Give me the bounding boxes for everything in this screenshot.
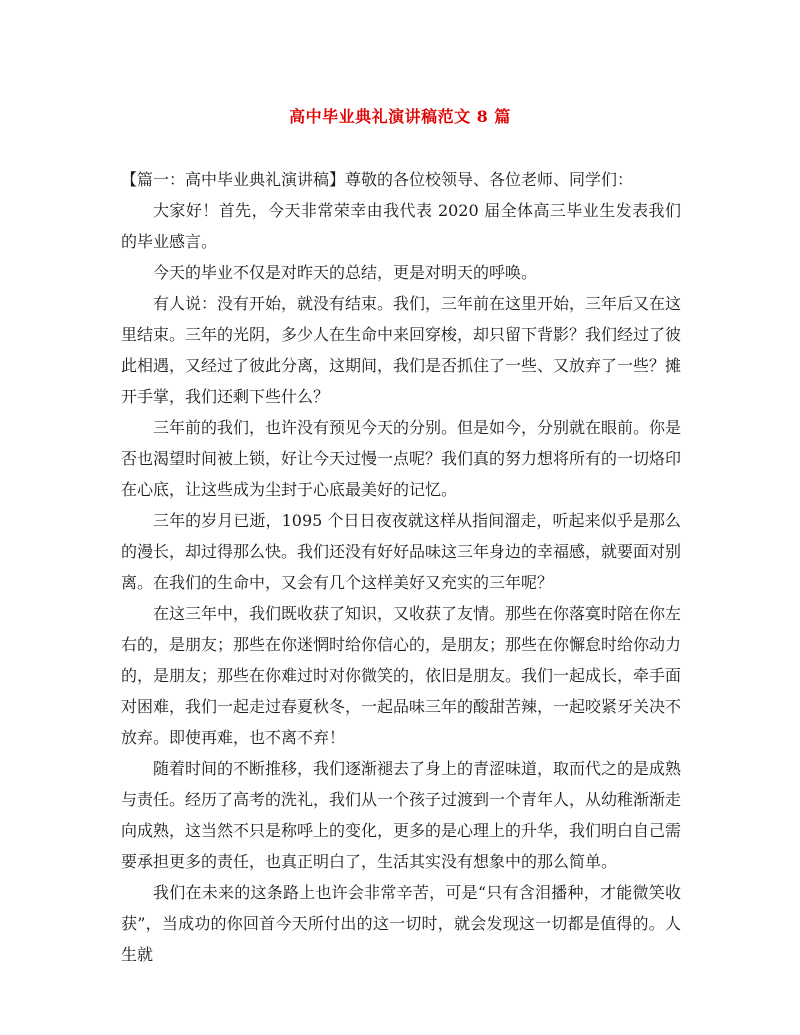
- paragraph: 随着时间的不断推移，我们逐渐褪去了身上的青涩味道，取而代之的是成熟与责任。经历了高考的洗礼，我们从一个孩子过渡到一个青年人，从幼稚渐渐走向成熟，这当然不只是称呼上的变化，更多的是心理上的升华，我们明白自己需要承担更多的责任，也真正明白了，生活其实没有想象中的那么简单。: [121, 759, 682, 871]
- document-body: [121, 164, 681, 970]
- document-title: 高中毕业典礼演讲稿范文 8 篇: [289, 107, 511, 126]
- paragraph: 我们在未来的这条路上也许会非常辛苦，可是“只有含泪播种，才能微笑收获”，当成功的你回首今天所付出的这一切时，就会发现这一切都是值得的。人生就: [121, 883, 681, 964]
- paragraph: 今天的毕业不仅是对昨天的总结，更是对明天的呼唤。: [153, 263, 538, 282]
- paragraph: 大家好！首先，今天非常荣幸由我代表 2020 届全体高三毕业生发表我们的毕业感言。: [121, 201, 681, 251]
- paragraph: 有人说：没有开始，就没有结束。我们，三年前在这里开始，三年后又在这里结束。三年的光阴，多少人在生命中来回穿梭，却只留下背影？我们经过了彼此相遇，又经过了彼此分离，这期间，我们是否抓住了一些、又放弃了一些？摊开手掌，我们还剩下些什么？: [121, 294, 682, 406]
- paragraph: 在这三年中，我们既收获了知识，又收获了友情。那些在你落寞时陪在你左右的，是朋友；那些在你迷惘时给你信心的，是朋友；那些在你懈怠时给你动力的，是朋友；那些在你难过时对你微笑的，依旧是朋友。我们一起成长，牵手面对困难，我们一起走过春夏秋冬，一起品味三年的酸甜苦辣，一起咬紧牙关决不放弃。即使再难，也不离不弃！: [121, 604, 682, 747]
- paragraph: 三年的岁月已逝，1095 个日日夜夜就这样从指间溜走，听起来似乎是那么的漫长，却过得那么快。我们还没有好好品味这三年身边的幸福感，就要面对别离。在我们的生命中，又会有几个这样美好又充实的三年呢？: [121, 511, 682, 592]
- paragraph: 三年前的我们，也许没有预见今天的分别。但是如今，分别就在眼前。你是否也渴望时间被上锁，好让今天过慢一点呢？我们真的努力想将所有的一切烙印在心底，让这些成为尘封于心底最美好的记忆。: [121, 418, 682, 499]
- paragraph-heading: 【篇一：高中毕业典礼演讲稿】尊敬的各位校领导、各位老师、同学们：: [121, 170, 634, 189]
